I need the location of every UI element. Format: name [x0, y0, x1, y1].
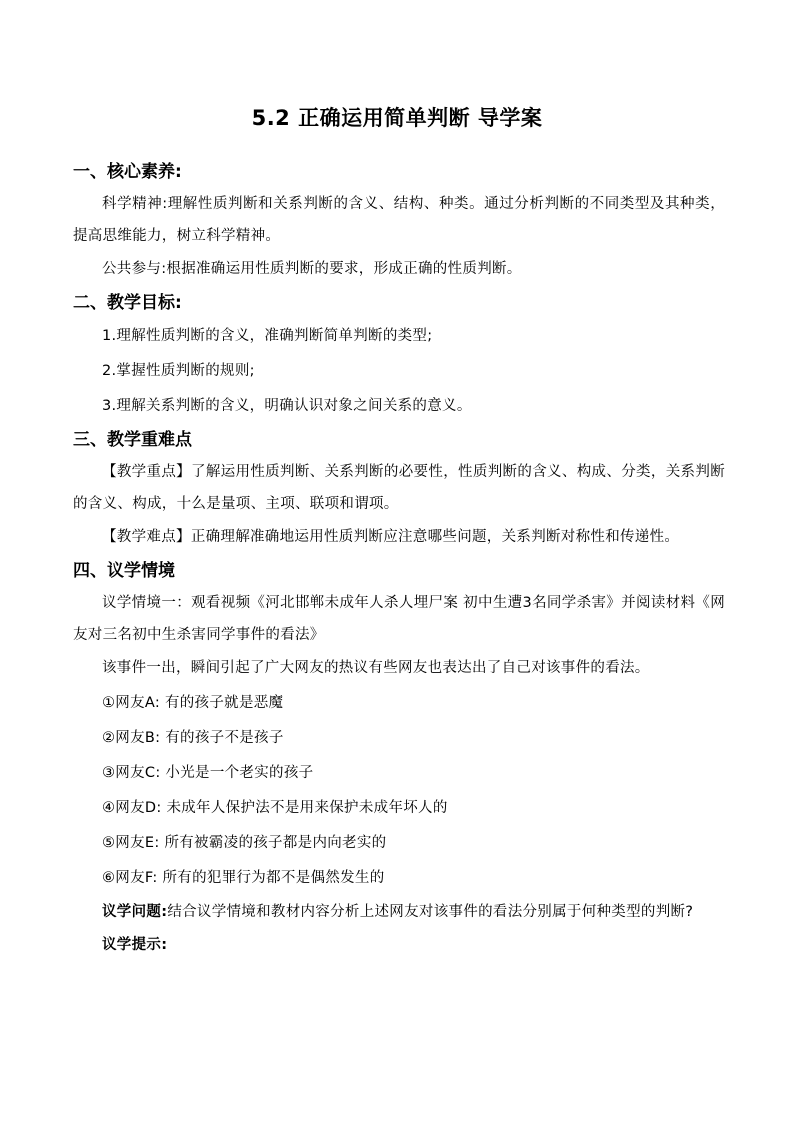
goal-item: 1.理解性质判断的含义，准确判断简单判断的类型;: [102, 328, 433, 344]
science-text: 理解性质判断和关系判断的含义、结构、种类。通过分析判断的不同类型及其种类，提高思维能力，树立科学精神。: [73, 196, 725, 244]
science-label: 科学精神:: [102, 196, 168, 212]
paragraph-focus: [73, 456, 725, 520]
goal-item: 3.理解关系判断的含义，明确认识对象之间关系的意义。: [102, 398, 472, 414]
paragraph-difficulty: [73, 520, 725, 555]
opinion-item: ②网友B: 有的孩子不是孩子: [102, 730, 284, 746]
paragraph-public: [73, 252, 725, 287]
question-text: 结合议学情境和教材内容分析上述网友对该事件的看法分别属于何种类型的判断?: [167, 904, 694, 920]
section-heading-goals: 二、教学目标:: [73, 293, 182, 313]
question-label: 议学问题:: [102, 904, 168, 920]
section-heading-core: 一、核心素养:: [73, 162, 182, 182]
document-body: [73, 156, 725, 963]
paragraph-hint: [73, 928, 725, 963]
opinion-item: ③网友C: 小光是一个老实的孩子: [102, 765, 314, 781]
opinion-item: ⑤网友E: 所有被霸凌的孩子都是内向老实的: [102, 835, 387, 851]
focus-text: 了解运用性质判断、关系判断的必要性，性质判断的含义、构成、分类，关系判断的含义、构成，十么是量项、主项、联项和谓项。: [73, 464, 725, 512]
focus-label: 【教学重点】: [102, 464, 192, 480]
paragraph-science: [73, 188, 725, 252]
difficulty-label: 【教学难点】: [102, 529, 191, 545]
paragraph-question: [73, 896, 725, 928]
goal-item: 2.掌握性质判断的规则;: [102, 363, 255, 379]
scene-label: 议学情境一：: [102, 595, 192, 611]
hint-label: 议学提示:: [102, 937, 168, 953]
opinion-item: ⑥网友F: 所有的犯罪行为都不是偶然发生的: [102, 870, 385, 886]
section-heading-keypoints: 三、教学重难点: [73, 430, 192, 450]
scene-text: 观看视频《河北邯郸未成年人杀人埋尸案 初中生遭3名同学杀害》并阅读材料《网友对三名初中生杀害同学事件的看法》: [73, 595, 725, 643]
public-label: 公共参与:: [102, 261, 167, 277]
document-title: 5.2 正确运用简单判断 导学案: [251, 106, 543, 130]
opinion-item: ①网友A: 有的孩子就是恶魔: [102, 695, 284, 711]
public-text: 根据准确运用性质判断的要求，形成正确的性质判断。: [166, 261, 522, 277]
paragraph-intro: 该事件一出，瞬间引起了广大网友的热议有些网友也表达出了自己对该事件的看法。: [102, 660, 650, 676]
opinion-item: ④网友D: 未成年人保护法不是用来保护未成年坏人的: [102, 800, 448, 816]
difficulty-text: 正确理解准确地运用性质判断应注意哪些问题，关系判断对称性和传递性。: [190, 529, 680, 545]
section-heading-scenario: 四、议学情境: [73, 561, 175, 581]
paragraph-scene: [73, 587, 725, 651]
